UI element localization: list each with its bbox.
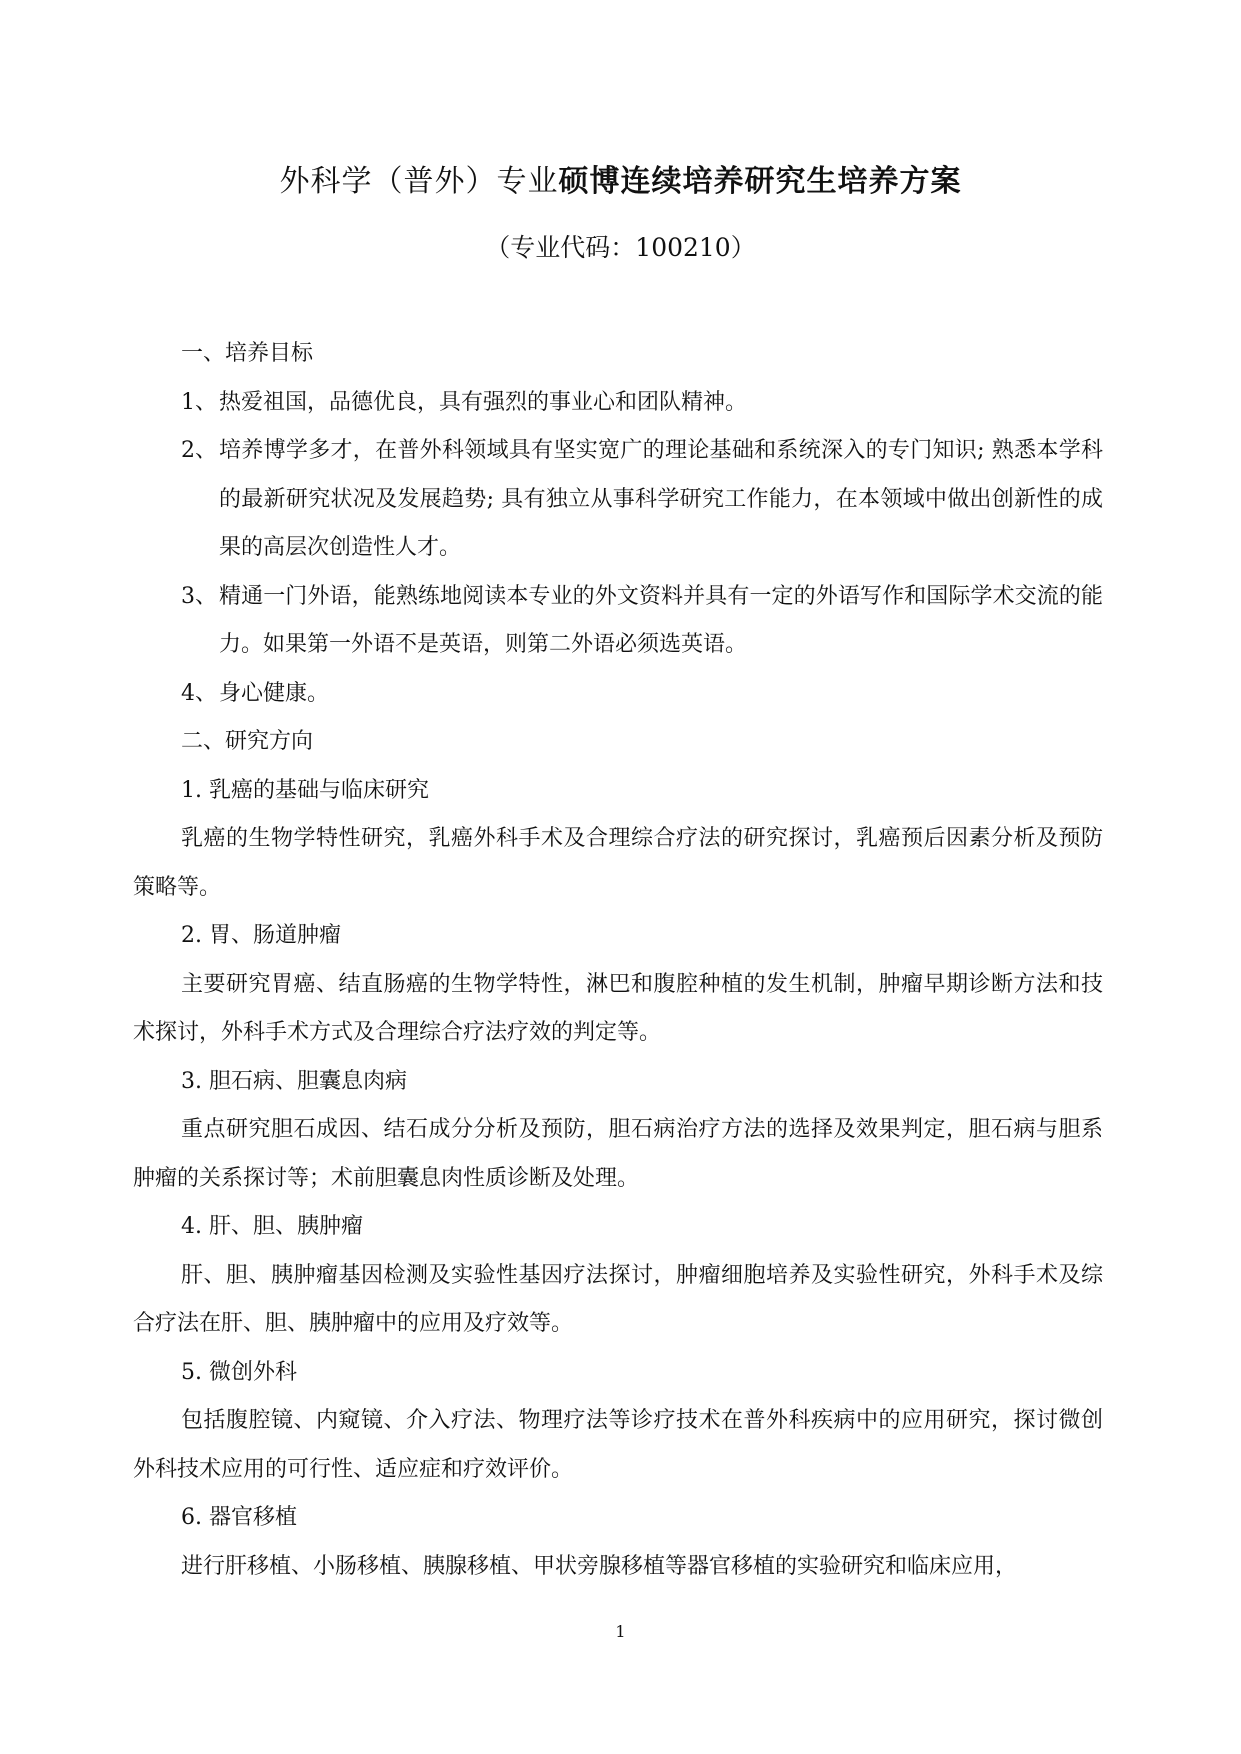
document-body bbox=[133, 330, 1103, 1591]
goal-item bbox=[133, 427, 1103, 573]
goal-text: 精通一门外语，能熟练地阅读本专业的外文资料并具有一定的外语写作和国际学术交流的能力。如果第一外语不是英语，则第二外语必须选英语。 bbox=[219, 583, 1103, 657]
page-title bbox=[0, 160, 1241, 204]
direction-title: 3. 胆石病、胆囊息肉病 bbox=[181, 1068, 407, 1094]
goal-text: 热爱祖国，品德优良，具有强烈的事业心和团队精神。 bbox=[219, 389, 748, 415]
goal-item bbox=[133, 670, 1103, 719]
section-heading-directions: 二、研究方向 bbox=[181, 729, 314, 754]
goal-text: 身心健康。 bbox=[219, 680, 330, 706]
direction-description: 主要研究胃癌、结直肠癌的生物学特性，淋巴和腹腔种植的发生机制，肿瘤早期诊断方法和技术探讨，外科手术方式及合理综合疗法疗效的判定等。 bbox=[133, 971, 1103, 1045]
direction-title: 4. 肝、胆、胰肿瘤 bbox=[181, 1214, 363, 1239]
goal-item bbox=[133, 573, 1103, 670]
direction-description: 包括腹腔镜、内窥镜、介入疗法、物理疗法等诊疗技术在普外科疾病中的应用研究，探讨微创外科技术应用的可行性、适应症和疗效评价。 bbox=[133, 1408, 1103, 1482]
page-subtitle: （专业代码：100210） bbox=[485, 233, 756, 262]
direction-description: 重点研究胆石成因、结石成分分析及预防，胆石病治疗方法的选择及效果判定，胆石病与胆系肿瘤的关系探讨等；术前胆囊息肉性质诊断及处理。 bbox=[133, 1117, 1103, 1191]
page-number: 1 bbox=[615, 1622, 626, 1641]
direction-title: 5. 微创外科 bbox=[181, 1359, 297, 1385]
goal-number: 2、 bbox=[181, 438, 217, 463]
goal-text: 培养博学多才，在普外科领域具有坚实宽广的理论基础和系统深入的专门知识; 熟悉本学科的最新研究状况及发展趋势; 具有独立从事科学研究工作能力，在本领域中做出创新性的成果的高层次创造性人才。 bbox=[219, 438, 1103, 560]
goal-number: 3、 bbox=[181, 583, 217, 609]
goal-number: 4、 bbox=[181, 680, 217, 706]
direction-description: 进行肝移植、小肠移植、胰腺移植、甲状旁腺移植等器官移植的实验研究和临床应用， bbox=[181, 1553, 1018, 1579]
direction-description: 乳癌的生物学特性研究，乳癌外科手术及合理综合疗法的研究探讨，乳癌预后因素分析及预防策略等。 bbox=[133, 826, 1103, 900]
goal-item bbox=[133, 379, 1103, 428]
goal-number: 1、 bbox=[181, 389, 217, 415]
direction-title: 2. 胃、肠道肿瘤 bbox=[181, 923, 341, 948]
section-heading-goals: 一、培养目标 bbox=[181, 341, 314, 366]
title-bold: 硕博连续培养研究生培养方案 bbox=[558, 164, 962, 199]
direction-title: 6. 器官移植 bbox=[181, 1505, 297, 1530]
direction-description: 肝、胆、胰肿瘤基因检测及实验性基因疗法探讨，肿瘤细胞培养及实验性研究，外科手术及综合疗法在肝、胆、胰肿瘤中的应用及疗效等。 bbox=[133, 1262, 1103, 1336]
title-normal: 外科学（普外）专业 bbox=[279, 164, 559, 199]
direction-title: 1. 乳癌的基础与临床研究 bbox=[181, 777, 429, 803]
